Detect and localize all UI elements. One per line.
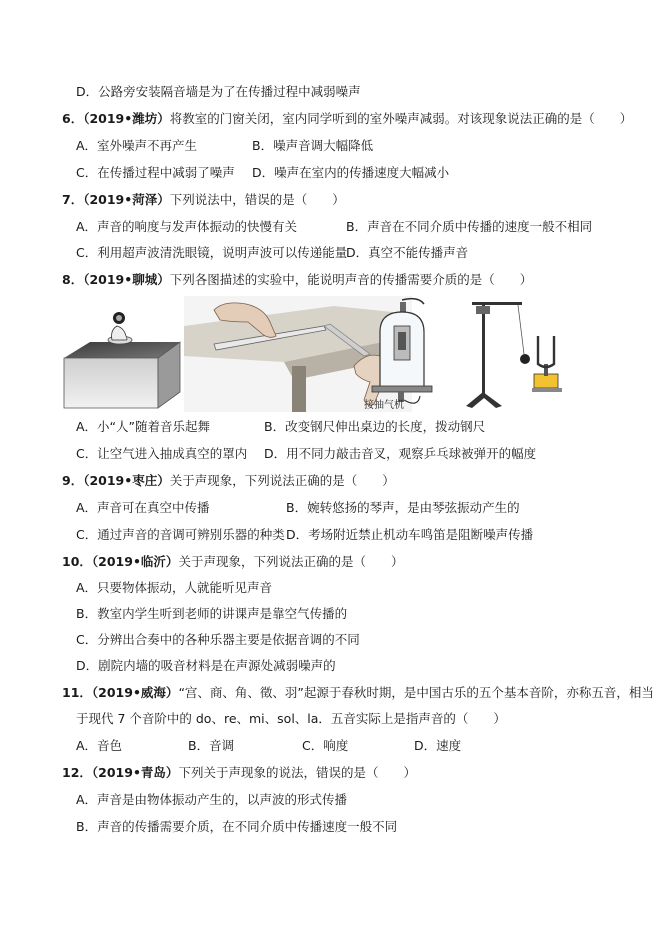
q9-option-d: D．考场附近禁止机动车鸣笛是阻断噪声传播 bbox=[286, 527, 534, 542]
question-10 bbox=[62, 554, 403, 570]
q10-option-d: D．剧院内墙的吸音材料是在声源处减弱噪声的 bbox=[76, 658, 336, 673]
question-stem: 下列各图描述的实验中，能说明声音的传播需要介质的是（ ） bbox=[169, 272, 533, 287]
q10-option-a: A．只要物体振动，人就能听见声音 bbox=[76, 580, 273, 595]
q9-option-b: B．婉转悠扬的琴声，是由琴弦振动产生的 bbox=[286, 500, 520, 515]
question-source: （2019•聊城） bbox=[83, 272, 170, 287]
q12-option-b: B．声音的传播需要介质，在不同介质中传播速度一般不同 bbox=[76, 819, 398, 834]
figure-c-bell-jar bbox=[362, 296, 462, 412]
question-source: （2019•临沂） bbox=[91, 554, 179, 569]
q7-option-a: A．声音的响度与发声体振动的快慢有关 bbox=[76, 219, 298, 234]
q12-option-a: A．声音是由物体振动产生的，以声波的形式传播 bbox=[76, 792, 348, 807]
question-source: （2019•枣庄） bbox=[83, 473, 170, 488]
question-number: 12． bbox=[62, 765, 92, 780]
q11-option-d: D．速度 bbox=[414, 738, 462, 753]
question-stem: “宫、商、角、徵、羽”起源于春秋时期，是中国古乐的五个基本音阶，亦称五音，相当 bbox=[178, 685, 654, 700]
question-stem: 下列关于声现象的说法，错误的是（ ） bbox=[178, 765, 416, 780]
q5-option-d: D．公路旁安装隔音墙是为了在传播过程中减弱噪声 bbox=[76, 84, 361, 99]
question-number: 8． bbox=[62, 272, 84, 287]
q6-option-c: C．在传播过程中减弱了噪声 bbox=[76, 165, 235, 180]
question-stem: 下列说法中，错误的是（ ） bbox=[169, 192, 345, 207]
q6-option-d: D．噪声在室内的传播速度大幅减小 bbox=[252, 165, 450, 180]
q11-option-a: A．音色 bbox=[76, 738, 123, 753]
question-6 bbox=[62, 111, 632, 127]
q7-option-c: C．利用超声波清洗眼镜，说明声波可以传递能量 bbox=[76, 245, 348, 260]
q7-option-b: B．声音在不同介质中传播的速度一般不相同 bbox=[346, 219, 593, 234]
q8-option-d: D．用不同力敲击音叉，观察乒乓球被弹开的幅度 bbox=[264, 446, 537, 461]
q8-option-c: C．让空气进入抽成真空的罩内 bbox=[76, 446, 248, 461]
figure-d-tuning-fork bbox=[462, 296, 578, 412]
q8-option-a: A．小“人”随着音乐起舞 bbox=[76, 419, 211, 434]
question-number: 11． bbox=[62, 685, 92, 700]
question-11 bbox=[62, 685, 654, 701]
q6-option-a: A．室外噪声不再产生 bbox=[76, 138, 198, 153]
q10-option-c: C．分辨出合奏中的各种乐器主要是依据音调的不同 bbox=[76, 632, 360, 647]
q10-option-b: B．教室内学生听到老师的讲课声是靠空气传播的 bbox=[76, 606, 348, 621]
q9-option-c: C．通过声音的音调可辨别乐器的种类 bbox=[76, 527, 285, 542]
q11-option-c: C．响度 bbox=[302, 738, 349, 753]
question-number: 10． bbox=[62, 554, 92, 569]
question-source: （2019•青岛） bbox=[91, 765, 179, 780]
question-number: 6． bbox=[62, 111, 84, 126]
question-stem: 关于声现象，下列说法正确的是（ ） bbox=[169, 473, 395, 488]
question-9 bbox=[62, 473, 395, 489]
question-number: 7． bbox=[62, 192, 84, 207]
q11-option-b: B．音调 bbox=[188, 738, 235, 753]
q7-option-d: D．真空不能传播声音 bbox=[346, 245, 469, 260]
question-source: （2019•菏泽） bbox=[83, 192, 170, 207]
question-source: （2019•潍坊） bbox=[83, 111, 170, 126]
question-11-stem-continued: 于现代 7 个音阶中的 do、re、mi、sol、la．五音实际上是指声音的（ ） bbox=[76, 711, 506, 726]
question-source: （2019•威海） bbox=[91, 685, 179, 700]
figure-a-dancing-figure bbox=[62, 296, 182, 412]
question-12 bbox=[62, 765, 416, 781]
question-8 bbox=[62, 272, 532, 288]
q9-option-a: A．声音可在真空中传播 bbox=[76, 500, 210, 515]
q6-option-b: B．噪声音调大幅降低 bbox=[252, 138, 374, 153]
q8-option-b: B．改变钢尺伸出桌边的长度，拨动钢尺 bbox=[264, 419, 486, 434]
question-stem: 将教室的门窗关闭，室内同学听到的室外噪声减弱。对该现象说法正确的是（ ） bbox=[169, 111, 633, 126]
question-number: 9． bbox=[62, 473, 84, 488]
question-7 bbox=[62, 192, 345, 208]
question-stem: 关于声现象，下列说法正确的是（ ） bbox=[178, 554, 404, 569]
experiment-figures bbox=[62, 296, 578, 412]
pump-label: 接抽气机 bbox=[364, 400, 404, 411]
